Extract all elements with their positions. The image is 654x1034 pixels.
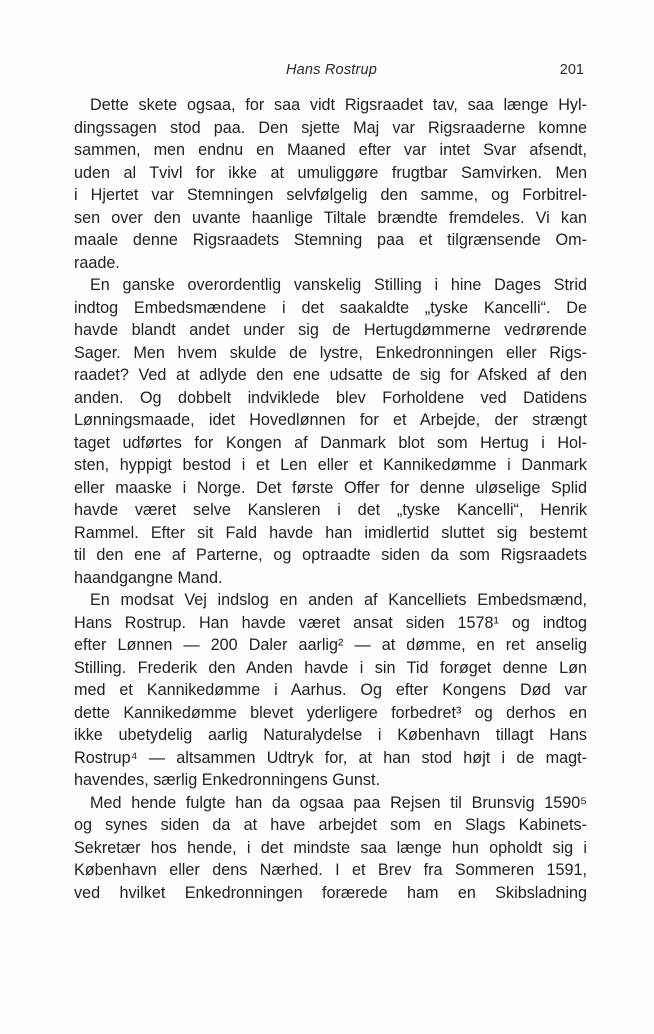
text-line: sammen, men endnu en Maaned efter var intet Svar afsendt, xyxy=(74,141,587,159)
paragraph-3 xyxy=(74,589,587,792)
text-line: Lønningsmaade, idet Hovedlønnen for et Arbejde, der strængt xyxy=(74,411,587,429)
text-line: En modsat Vej indslog en anden af Kancelliets Embedsmænd, xyxy=(90,591,587,609)
text-line: raadet? Ved at adlyde den ene udsatte de sig for Afsked af den xyxy=(74,366,587,384)
text-line: dingssagen stod paa. Den sjette Maj var Rigsraaderne komne xyxy=(74,118,587,137)
text-line: anden. Og dobbelt indviklede blev Forholdene ved Datidens xyxy=(74,388,587,407)
running-title: Hans Rostrup xyxy=(286,62,378,78)
paragraph-2 xyxy=(74,274,587,589)
text-line: sten, hyppigt bestod i et Len eller et Kannikedømme i Danmark xyxy=(74,456,587,474)
text-line: Rostrup⁴ — altsammen Udtryk for, at han stod højt i de magt- xyxy=(74,748,587,767)
text-line: haandgangne Mand. xyxy=(74,568,223,587)
text-line: i Hjertet var Stemningen selvfølgelig den samme, og Forbitrel- xyxy=(74,186,587,204)
text-line: ved hvilket Enkedronningen forærede ham en Skibsladning xyxy=(74,883,587,902)
text-line: dette Kannikedømme blevet yderligere forbedret³ og derhos en xyxy=(74,703,587,722)
text-line: efter Lønnen — 200 Daler aarlig² — at dømme, en ret anselig xyxy=(74,636,587,654)
text-line: Dette skete ogsaa, for saa vidt Rigsraadet tav, saa længe Hyl- xyxy=(90,96,587,114)
text-line: sen over den uvante haanlige Tiltale brændte fremdeles. Vi kan xyxy=(74,208,587,227)
text-line: havde blandt andet under sig de Hertugdømmerne vedrørende xyxy=(74,321,587,339)
text-line: og synes siden da at have arbejdet som en Slags Kabinets- xyxy=(74,816,587,834)
text-line: uden al Tvivl for ikke at umuliggøre frugtbar Samvirken. Men xyxy=(74,163,587,182)
text-line: Hans Rostrup. Han havde været ansat siden 1578¹ og indtog xyxy=(74,613,587,632)
text-line: Sekretær hos hende, i det mindste saa længe hun opholdt sig i xyxy=(74,838,587,857)
text-line: København eller dens Nærhed. I et Brev fra Sommeren 1591, xyxy=(74,861,587,879)
text-line: taget udførtes for Kongen af Danmark blot som Hertug i Hol- xyxy=(74,433,587,452)
text-line: raade. xyxy=(74,253,120,272)
body-text xyxy=(74,94,587,904)
text-line: eller maaske i Norge. Det første Offer for denne uløselige Splid xyxy=(74,478,587,497)
text-line: ikke ubetydelig aarlig Naturalydelse i København tillagt Hans xyxy=(74,726,587,744)
paragraph-4 xyxy=(74,792,587,905)
text-line: havde været selve Kansleren i det „tyske Kancelli“, Henrik xyxy=(74,501,587,519)
running-header xyxy=(0,62,654,82)
text-line: Stilling. Frederik den Anden havde i sin Tid forøget denne Løn xyxy=(74,658,587,677)
text-line: Rammel. Efter sit Fald havde han imidlertid sluttet sig bestemt xyxy=(74,523,587,542)
text-line: Med hende fulgte han da ogsaa paa Rejsen til Brunsvig 1590⁵ xyxy=(90,793,587,812)
text-line: havendes, særlig Enkedronningens Gunst. xyxy=(74,771,380,789)
paragraph-1 xyxy=(74,94,587,274)
text-line: med et Kannikedømme i Aarhus. Og efter Kongens Død var xyxy=(74,681,587,699)
text-line: maale denne Rigsraadets Stemning paa et tilgrænsende Om- xyxy=(74,231,587,249)
text-line: En ganske overordentlig vanskelig Stilling i hine Dages Strid xyxy=(90,276,587,294)
text-line: indtog Embedsmændene i det saakaldte „tyske Kancelli“. De xyxy=(74,298,587,317)
page-number: 201 xyxy=(559,62,584,78)
text-line: Sager. Men hvem skulde de lystre, Enkedronningen eller Rigs- xyxy=(74,343,587,362)
text-line: til den ene af Parterne, og optraadte siden da som Rigsraadets xyxy=(74,546,587,564)
